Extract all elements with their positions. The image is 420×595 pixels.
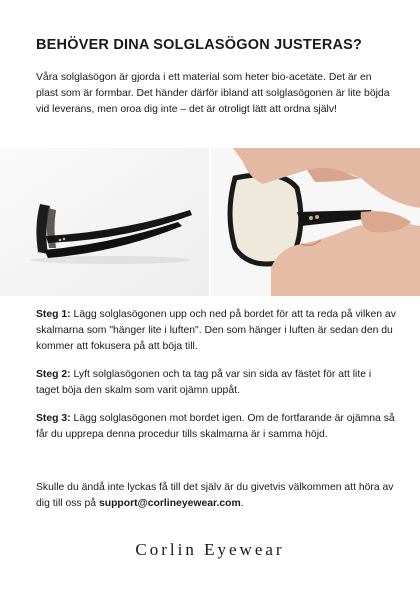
step-1-label: Steg 1:: [36, 309, 71, 320]
support-email-link[interactable]: support@corlineyewear.com: [98, 498, 241, 510]
step-1-text: Lägg solglasögonen upp och ned på bordet för att ta reda på vilken av skalmarna som "hänger lite i luften". Den som hänger i luften är sedan den du kommer att fokusera på att böja till.: [36, 309, 396, 353]
adjusting-glasses-photo: [211, 148, 420, 296]
brand-wordmark: Corlin Eyewear: [135, 540, 285, 559]
step-3: [36, 411, 396, 443]
step-3-label: Steg 3:: [36, 413, 71, 424]
glasses-on-table-photo: [0, 148, 209, 296]
step-2-text: Lyft solglasögonen och ta tag på var sin sida av fästet för att lite i taget böja den skalm som varit ojämn uppåt.: [36, 369, 372, 397]
step-1: [36, 307, 396, 356]
intro-paragraph: Våra solglasögon är gjorda i ett material som heter bio-acetate. Det är en plast som är formbar. Det händer därför ibland att solglasögonen är lite böjda vid leverans, men oroa dig inte – det är otroligt lätt att ordna själv!: [36, 72, 390, 116]
closing-end: .: [240, 498, 244, 510]
step-2: [36, 367, 396, 399]
step-3-text: Lägg solglasögonen mot bordet igen. Om de fortfarande är ojämna så får du upprepa denna procedur tills skalmarna är i samma höjd.: [36, 413, 395, 441]
step-2-label: Steg 2:: [36, 369, 71, 380]
photo-strip: [0, 148, 420, 296]
closing-paragraph: [36, 480, 396, 512]
closing-text: Skulle du ändå inte lyckas få till det själv är du givetvis välkommen att höra av dig till oss på: [36, 482, 394, 510]
page-title: BEHÖVER DINA SOLGLASÖGON JUSTERAS?: [36, 37, 363, 53]
